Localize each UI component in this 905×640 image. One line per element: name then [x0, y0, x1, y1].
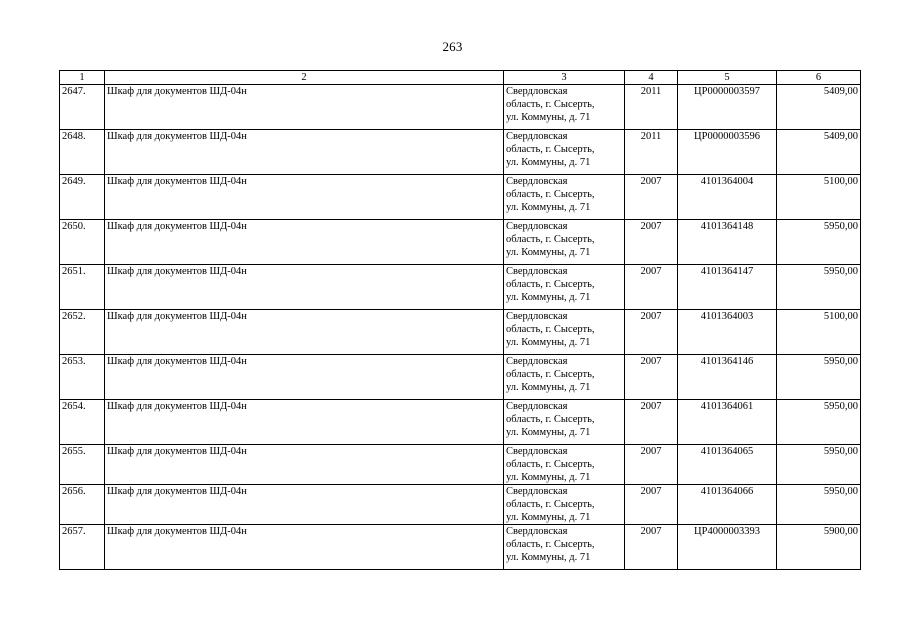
address-line: область, г. Сысерть,	[506, 499, 595, 510]
address-line: Свердловская	[506, 526, 568, 537]
cost-cell: 5409,00	[777, 130, 861, 175]
row-number-cell: 2649.	[60, 175, 105, 220]
item-name-cell: Шкаф для документов ШД-04н	[105, 220, 504, 265]
address-line: Свердловская	[506, 221, 568, 232]
inventory-code-cell: ЦР4000003393	[678, 525, 777, 570]
inventory-code-cell: 4101364066	[678, 485, 777, 525]
cost-cell: 5950,00	[777, 445, 861, 485]
address-line: ул. Коммуны, д. 71	[506, 247, 591, 258]
address-cell	[504, 175, 625, 220]
address-line: область, г. Сысерть,	[506, 234, 595, 245]
row-number-cell: 2656.	[60, 485, 105, 525]
address-line: ул. Коммуны, д. 71	[506, 112, 591, 123]
item-name-cell: Шкаф для документов ШД-04н	[105, 310, 504, 355]
page-number: 263	[442, 39, 463, 54]
address-line: область, г. Сысерть,	[506, 144, 595, 155]
address-cell	[504, 445, 625, 485]
address-line: ул. Коммуны, д. 71	[506, 427, 591, 438]
table-row	[60, 525, 861, 570]
address-line: Свердловская	[506, 446, 568, 457]
row-number-cell: 2650.	[60, 220, 105, 265]
cost-cell: 5950,00	[777, 220, 861, 265]
inventory-code-cell: 4101364003	[678, 310, 777, 355]
column-header-year: 4	[625, 71, 678, 85]
item-name-cell: Шкаф для документов ШД-04н	[105, 175, 504, 220]
cost-cell: 5100,00	[777, 175, 861, 220]
table-row	[60, 220, 861, 265]
inventory-code-cell: 4101364004	[678, 175, 777, 220]
table-row	[60, 85, 861, 130]
year-cell: 2007	[625, 265, 678, 310]
table-row	[60, 400, 861, 445]
address-cell	[504, 400, 625, 445]
cost-cell: 5950,00	[777, 400, 861, 445]
address-line: ул. Коммуны, д. 71	[506, 202, 591, 213]
row-number-cell: 2654.	[60, 400, 105, 445]
address-line: Свердловская	[506, 356, 568, 367]
row-number-cell: 2648.	[60, 130, 105, 175]
row-number-cell: 2657.	[60, 525, 105, 570]
cost-cell: 5950,00	[777, 265, 861, 310]
year-cell: 2007	[625, 220, 678, 265]
table-row	[60, 310, 861, 355]
item-name-cell: Шкаф для документов ШД-04н	[105, 265, 504, 310]
row-number-cell: 2655.	[60, 445, 105, 485]
year-cell: 2007	[625, 400, 678, 445]
address-line: ул. Коммуны, д. 71	[506, 552, 591, 563]
address-line: Свердловская	[506, 131, 568, 142]
address-cell	[504, 310, 625, 355]
address-line: Свердловская	[506, 486, 568, 497]
inventory-code-cell: 4101364148	[678, 220, 777, 265]
address-line: Свердловская	[506, 266, 568, 277]
column-header-address: 3	[504, 71, 625, 85]
address-cell	[504, 525, 625, 570]
address-cell	[504, 130, 625, 175]
column-header-inventory-code: 5	[678, 71, 777, 85]
inventory-code-cell: 4101364065	[678, 445, 777, 485]
row-number-cell: 2653.	[60, 355, 105, 400]
row-number-cell: 2652.	[60, 310, 105, 355]
asset-registry-table	[59, 70, 861, 570]
inventory-code-cell: ЦР0000003597	[678, 85, 777, 130]
table-header-row	[60, 71, 861, 85]
inventory-code-cell: 4101364061	[678, 400, 777, 445]
item-name-cell: Шкаф для документов ШД-04н	[105, 130, 504, 175]
address-line: область, г. Сысерть,	[506, 189, 595, 200]
address-line: область, г. Сысерть,	[506, 369, 595, 380]
address-line: Свердловская	[506, 401, 568, 412]
cost-cell: 5409,00	[777, 85, 861, 130]
item-name-cell: Шкаф для документов ШД-04н	[105, 525, 504, 570]
inventory-code-cell: ЦР0000003596	[678, 130, 777, 175]
item-name-cell: Шкаф для документов ШД-04н	[105, 445, 504, 485]
column-header-name: 2	[105, 71, 504, 85]
address-line: область, г. Сысерть,	[506, 99, 595, 110]
address-cell	[504, 355, 625, 400]
cost-cell: 5950,00	[777, 355, 861, 400]
address-line: область, г. Сысерть,	[506, 539, 595, 550]
year-cell: 2007	[625, 485, 678, 525]
address-line: область, г. Сысерть,	[506, 324, 595, 335]
year-cell: 2011	[625, 85, 678, 130]
table-row	[60, 130, 861, 175]
item-name-cell: Шкаф для документов ШД-04н	[105, 85, 504, 130]
item-name-cell: Шкаф для документов ШД-04н	[105, 355, 504, 400]
year-cell: 2007	[625, 355, 678, 400]
cost-cell: 5900,00	[777, 525, 861, 570]
address-line: Свердловская	[506, 176, 568, 187]
item-name-cell: Шкаф для документов ШД-04н	[105, 400, 504, 445]
item-name-cell: Шкаф для документов ШД-04н	[105, 485, 504, 525]
address-line: ул. Коммуны, д. 71	[506, 292, 591, 303]
address-line: ул. Коммуны, д. 71	[506, 382, 591, 393]
address-line: область, г. Сысерть,	[506, 414, 595, 425]
inventory-code-cell: 4101364147	[678, 265, 777, 310]
row-number-cell: 2651.	[60, 265, 105, 310]
address-line: ул. Коммуны, д. 71	[506, 472, 591, 483]
cost-cell: 5100,00	[777, 310, 861, 355]
table-row	[60, 445, 861, 485]
address-line: Свердловская	[506, 311, 568, 322]
table-body	[60, 85, 861, 570]
address-line: область, г. Сысерть,	[506, 459, 595, 470]
address-line: область, г. Сысерть,	[506, 279, 595, 290]
column-header-number: 1	[60, 71, 105, 85]
address-cell	[504, 85, 625, 130]
year-cell: 2007	[625, 445, 678, 485]
address-line: Свердловская	[506, 86, 568, 97]
inventory-code-cell: 4101364146	[678, 355, 777, 400]
address-cell	[504, 485, 625, 525]
column-header-cost: 6	[777, 71, 861, 85]
cost-cell: 5950,00	[777, 485, 861, 525]
row-number-cell: 2647.	[60, 85, 105, 130]
table-row	[60, 175, 861, 220]
year-cell: 2011	[625, 130, 678, 175]
address-cell	[504, 220, 625, 265]
address-line: ул. Коммуны, д. 71	[506, 337, 591, 348]
address-cell	[504, 265, 625, 310]
address-line: ул. Коммуны, д. 71	[506, 157, 591, 168]
year-cell: 2007	[625, 175, 678, 220]
year-cell: 2007	[625, 310, 678, 355]
address-line: ул. Коммуны, д. 71	[506, 512, 591, 523]
table-row	[60, 265, 861, 310]
year-cell: 2007	[625, 525, 678, 570]
table-row	[60, 485, 861, 525]
table-row	[60, 355, 861, 400]
